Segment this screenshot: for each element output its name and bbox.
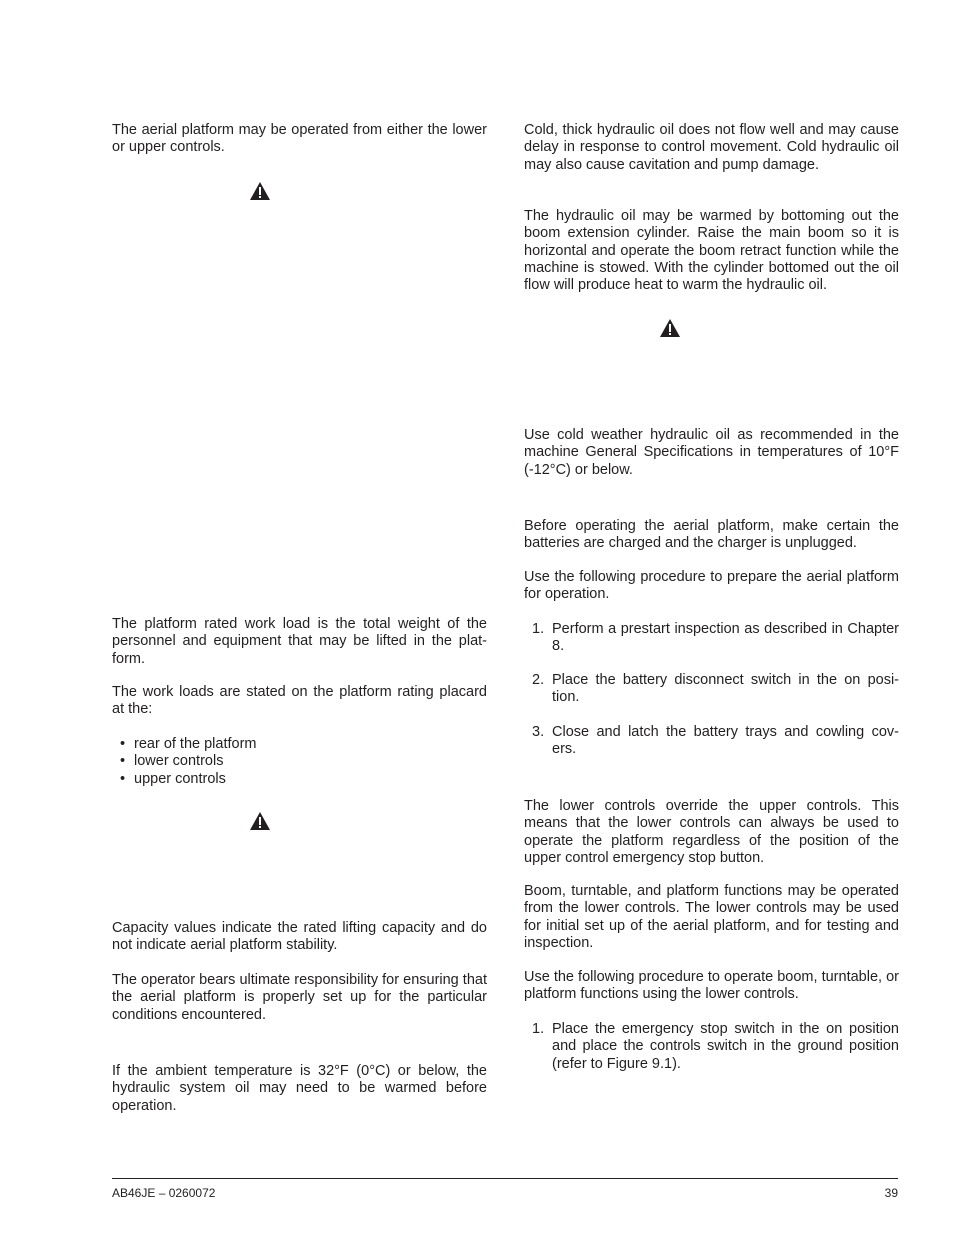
text: Use the following procedure to operate boom, turntable, or platform functions using the lower controls. — [524, 969, 899, 1003]
text: Boom, turntable, and platform functions may be operated from the lower controls. The lower controls may be used for initial set up of the aerial platform, and for testing and inspection. — [524, 883, 899, 951]
step-number: 1. — [532, 621, 545, 637]
intro-paragraph — [112, 122, 487, 157]
text: Capacity values indicate the rated lifting capacity and do not indicate aerial platform stability. — [112, 920, 487, 954]
lower-controls-override-paragraph — [524, 798, 899, 867]
step-text: Perform a prestart inspection as described in Chapter 8. — [552, 621, 899, 655]
step-number: 2. — [532, 672, 545, 688]
text: The operator bears ultimate responsibility for ensuring that the aerial platform is properly set up for the particular conditions encountered. — [112, 972, 487, 1023]
step-text: Place the emergency stop switch in the on position and place the controls switch in the ground position (refer to Figure 9.1). — [552, 1021, 899, 1072]
list-item — [524, 672, 899, 707]
list-item — [524, 1021, 899, 1073]
text: The lower controls override the upper controls. This means that the lower controls can always be used to operate the platform regardless of the position of the upper control emergency stop button. — [524, 798, 899, 866]
step-text: Place the battery disconnect switch in the on posi- tion. — [552, 672, 899, 706]
text: The work loads are stated on the platform rating placard at the: — [112, 684, 487, 718]
prepare-procedure-paragraph — [524, 569, 899, 604]
step-text: Close and latch the battery trays and cowling cov- ers. — [552, 724, 899, 758]
text: The platform rated work load is the total weight of the personnel and equipment that may be lifted in the plat- form. — [112, 616, 487, 667]
text: Use cold weather hydraulic oil as recommended in the machine General Specifications in temperatures of 10°F (-12°C) or below. — [524, 427, 899, 478]
cold-oil-paragraph — [524, 122, 899, 174]
batteries-paragraph — [524, 518, 899, 553]
text: Cold, thick hydraulic oil does not flow well and may cause delay in response to control movement. Cold hydraulic oil may also cause cavitation and pump damage. — [524, 122, 899, 173]
step-number: 3. — [532, 724, 545, 740]
text: The aerial platform may be operated from either the lower or upper controls. — [112, 122, 487, 156]
list-item: • rear of the platform — [112, 736, 487, 753]
text: The hydraulic oil may be warmed by bottoming out the boom extension cylinder. Raise the main boom so it is horizontal and operate the boom retract function while the machine is stowed. With the cylinder bottomed out the oil flow will produce heat to warm the hydraulic oil. — [524, 208, 899, 294]
rated-work-load-paragraph — [112, 616, 487, 668]
cold-weather-oil-paragraph — [524, 427, 899, 479]
lower-controls-functions-paragraph — [524, 883, 899, 952]
text: Before operating the aerial platform, make certain the batteries are charged and the charger is unplugged. — [524, 518, 899, 552]
operator-responsibility-paragraph — [112, 972, 487, 1024]
list-item — [524, 621, 899, 656]
text: Use the following procedure to prepare the aerial platform for operation. — [524, 569, 899, 603]
footer-divider — [112, 1178, 898, 1179]
warm-oil-paragraph — [524, 208, 899, 294]
list-item: • lower controls — [112, 753, 487, 770]
capacity-paragraph — [112, 920, 487, 955]
document-id: AB46JE – 0260072 — [112, 1186, 216, 1200]
text: If the ambient temperature is 32°F (0°C) or below, the hydraulic system oil may need to be warmed before operation. — [112, 1063, 487, 1114]
list-item — [524, 724, 899, 759]
list-item: • upper controls — [112, 771, 487, 788]
placard-paragraph — [112, 684, 487, 719]
step-number: 1. — [532, 1021, 545, 1037]
ambient-temperature-paragraph — [112, 1063, 487, 1115]
placard-location-list — [112, 736, 487, 788]
page-number: 39 — [884, 1186, 898, 1200]
operate-procedure-paragraph — [524, 969, 899, 1004]
